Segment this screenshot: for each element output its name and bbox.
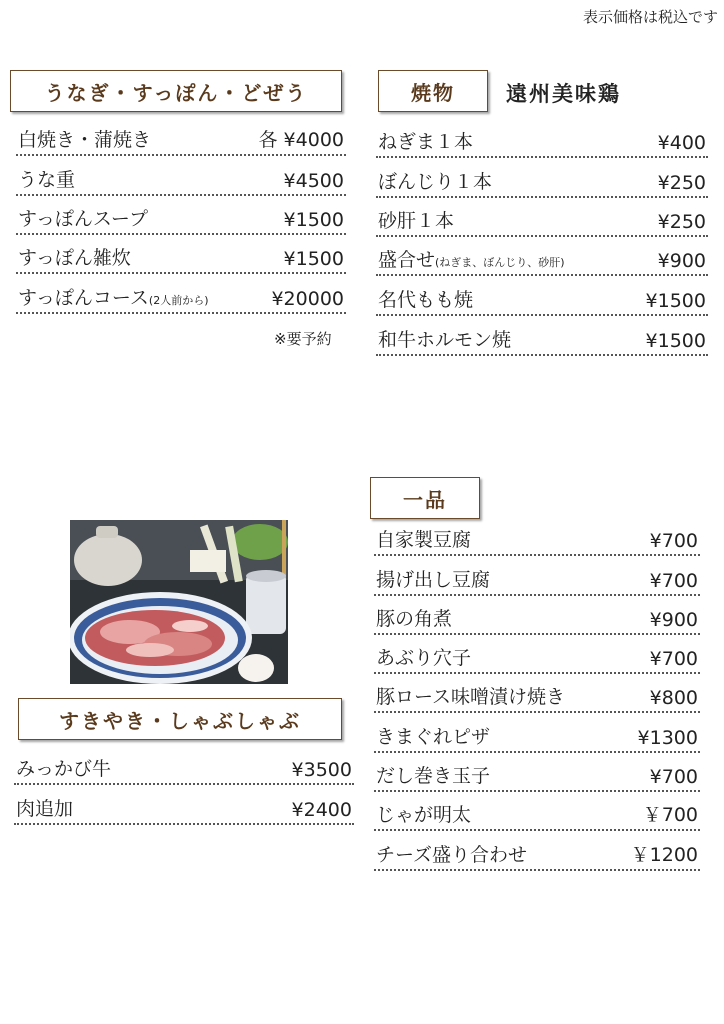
item-price: ¥800 [649,687,698,709]
item-name: すっぽんスープ [18,208,148,230]
menu-row [16,126,346,156]
item-name: ぼんじり１本 [378,171,493,193]
item-name: 白焼き・蒲焼き [18,129,152,151]
item-price: 各 ¥4000 [258,129,344,151]
menu-row [374,762,700,792]
sukiyaki-heading-box [18,698,342,740]
item-price: ¥250 [657,211,706,233]
item-price: ¥700 [649,570,698,592]
menu-row [16,205,346,235]
yakimono-subtitle: 遠州美味鶏 [506,81,621,106]
item-name: みっかび牛 [16,758,112,780]
item-price: ¥900 [657,250,706,272]
sukiyaki-photo [70,520,288,684]
item-note: (2人前から) [148,294,209,307]
item-price: ¥2400 [291,799,352,821]
menu-row [374,841,700,871]
menu-row [376,326,708,356]
item-price: ¥1500 [283,248,344,270]
item-price: ¥20000 [271,288,344,310]
item-name: あぶり穴子 [376,647,472,669]
item-price: ¥700 [649,766,698,788]
yakimono-heading-box [378,70,488,112]
menu-row [16,244,346,274]
item-name: 揚げ出し豆腐 [376,569,491,591]
item-name: すっぽん雑炊 [18,247,131,269]
item-name: すっぽんコース(2人前から) [18,287,209,309]
item-name: 豚ロース味噌漬け焼き [376,686,566,708]
menu-row [14,755,354,785]
item-price: ¥1500 [645,290,706,312]
item-price: ￥700 [642,804,698,826]
item-price: ¥1500 [645,330,706,352]
menu-row [376,207,708,237]
ippin-heading-box [370,477,480,519]
menu-row [14,795,354,825]
item-price: ￥1200 [630,844,698,866]
item-name: じゃが明太 [376,804,472,826]
item-name: 名代もも焼 [378,289,474,311]
item-note: (ねぎま、ぼんじり、砂肝) [435,256,565,269]
reservation-note: ※要予約 [274,330,332,348]
yakimono-heading: 焼物 [411,80,455,105]
menu-row [376,168,708,198]
menu-row [376,286,708,316]
unagi-heading: うなぎ・すっぽん・どぜう [44,80,308,105]
menu-row [374,526,700,556]
menu-row [374,566,700,596]
item-name: 和牛ホルモン焼 [378,329,512,351]
menu-row [16,284,346,314]
item-name: 盛合せ(ねぎま、ぼんじり、砂肝) [378,249,565,271]
menu-row [374,644,700,674]
menu-row [374,801,700,831]
ippin-heading: 一品 [403,487,447,512]
sukiyaki-heading: すきやき・しゃぶしゃぶ [59,708,301,733]
item-name: 豚の角煮 [376,608,453,630]
unagi-heading-box [10,70,342,112]
menu-row [16,166,346,196]
item-price: ¥3500 [291,759,352,781]
item-name: チーズ盛り合わせ [376,844,528,866]
item-price: ¥700 [649,648,698,670]
menu-row [374,683,700,713]
item-name: 砂肝１本 [378,210,455,232]
item-price: ¥1500 [283,209,344,231]
menu-row [376,128,708,158]
item-price: ¥400 [657,132,706,154]
item-price: ¥1300 [637,727,698,749]
item-name: ねぎま１本 [378,131,474,153]
tax-note: 表示価格は税込です [582,8,718,26]
item-name: だし巻き玉子 [376,765,491,787]
menu-row [374,605,700,635]
item-name: きまぐれピザ [376,726,491,748]
item-price: ¥900 [649,609,698,631]
menu-row [374,723,700,753]
item-price: ¥4500 [283,170,344,192]
item-name: 自家製豆腐 [376,529,472,551]
menu-row [376,246,708,276]
item-name: 肉追加 [16,798,74,820]
item-name: うな重 [18,169,76,191]
item-price: ¥700 [649,530,698,552]
item-price: ¥250 [657,172,706,194]
